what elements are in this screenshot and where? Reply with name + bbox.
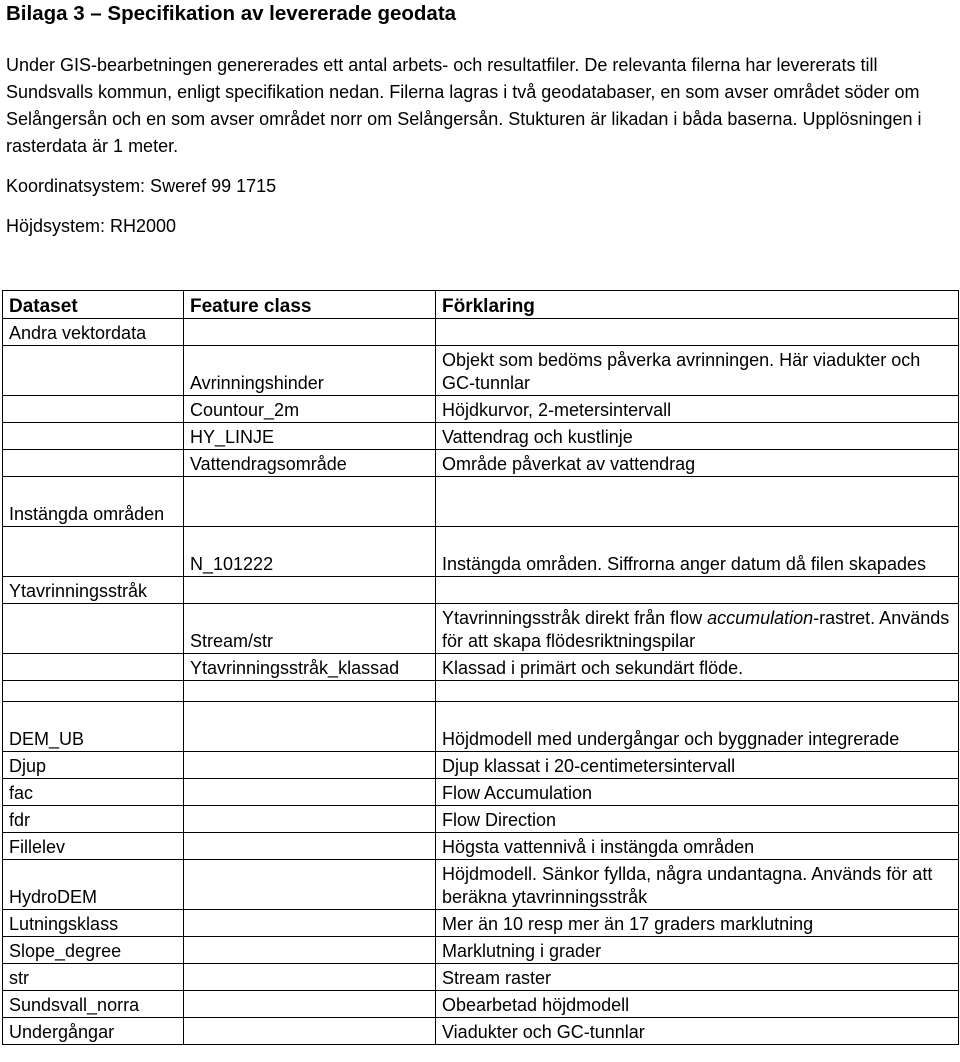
cell-feature-class xyxy=(184,477,436,527)
cell-explanation: Vattendrag och kustlinje xyxy=(436,423,959,450)
cell-explanation: Område påverkat av vattendrag xyxy=(436,450,959,477)
cell-explanation: Höjdmodell med undergångar och byggnader integrerade xyxy=(436,702,959,752)
cell-feature-class xyxy=(184,937,436,964)
cell-explanation: Instängda områden. Siffrorna anger datum då filen skapades xyxy=(436,527,959,577)
cell-dataset: Instängda områden xyxy=(3,477,184,527)
cell-feature-class: Vattendragsområde xyxy=(184,450,436,477)
cell-explanation: Höjdmodell. Sänkor fyllda, några undantagna. Används för att beräkna ytavrinningsstråk xyxy=(436,860,959,910)
table-row xyxy=(3,319,959,346)
cell-feature-class: Stream/str xyxy=(184,604,436,654)
cell-explanation: Klassad i primärt och sekundärt flöde. xyxy=(436,654,959,681)
cell-feature-class: Countour_2m xyxy=(184,396,436,423)
cell-feature-class xyxy=(184,1018,436,1045)
table-row xyxy=(3,477,959,527)
cell-dataset xyxy=(3,396,184,423)
intro-paragraph: Under GIS-bearbetningen genererades ett antal arbets- och resultatfiler. De relevanta filerna har levererats till Sundsvalls kommun, enligt specifikation nedan. Filerna lagras i två geodatabaser, en som avser området söder om Selångersån och en som avser området norr om Selångersån. Stukturen är likadan i båda baserna. Upplösningen i rasterdata är 1 meter. xyxy=(6,55,922,156)
cell-feature-class xyxy=(184,991,436,1018)
cell-explanation xyxy=(436,319,959,346)
table-row xyxy=(3,752,959,779)
cell-feature-class xyxy=(184,702,436,752)
cell-feature-class xyxy=(184,319,436,346)
cell-explanation: Mer än 10 resp mer än 17 graders marklutning xyxy=(436,910,959,937)
table-row xyxy=(3,681,959,702)
cell-explanation: Flow Direction xyxy=(436,806,959,833)
table-row xyxy=(3,806,959,833)
cell-feature-class xyxy=(184,577,436,604)
table-row xyxy=(3,450,959,477)
cell-dataset: Lutningsklass xyxy=(3,910,184,937)
cell-explanation: Stream raster xyxy=(436,964,959,991)
cell-explanation: Marklutning i grader xyxy=(436,937,959,964)
cell-explanation: Viadukter och GC-tunnlar xyxy=(436,1018,959,1045)
cell-dataset: Ytavrinningsstråk xyxy=(3,577,184,604)
table-row xyxy=(3,964,959,991)
cell-explanation: Höjdkurvor, 2-metersintervall xyxy=(436,396,959,423)
cell-feature-class: Avrinningshinder xyxy=(184,346,436,396)
cell-explanation: Djup klassat i 20-centimetersintervall xyxy=(436,752,959,779)
cell-explanation: Objekt som bedöms påverka avrinningen. Här viadukter och GC-tunnlar xyxy=(436,346,959,396)
cell-explanation: Högsta vattennivå i instängda områden xyxy=(436,833,959,860)
table-row xyxy=(3,833,959,860)
height-system-text: Höjdsystem: RH2000 xyxy=(6,216,177,236)
cell-feature-class: N_101222 xyxy=(184,527,436,577)
specification-table xyxy=(2,290,959,1045)
cell-feature-class: Ytavrinningsstråk_klassad xyxy=(184,654,436,681)
explanation-text: -rastret. Används för att skapa flödesriktningspilar xyxy=(442,608,950,651)
table-row xyxy=(3,604,959,654)
cell-dataset: str xyxy=(3,964,184,991)
cell-dataset: Fillelev xyxy=(3,833,184,860)
cell-dataset: Slope_degree xyxy=(3,937,184,964)
table-row xyxy=(3,346,959,396)
cell-feature-class xyxy=(184,964,436,991)
table-row xyxy=(3,779,959,806)
cell-dataset xyxy=(3,681,184,702)
table-row xyxy=(3,937,959,964)
cell-feature-class xyxy=(184,681,436,702)
cell-dataset: Djup xyxy=(3,752,184,779)
explanation-emphasis: accumulation xyxy=(707,608,814,628)
cell-feature-class xyxy=(184,779,436,806)
cell-feature-class xyxy=(184,910,436,937)
cell-dataset xyxy=(3,346,184,396)
table-row xyxy=(3,396,959,423)
table-row xyxy=(3,527,959,577)
cell-dataset: Undergångar xyxy=(3,1018,184,1045)
table-row xyxy=(3,654,959,681)
cell-feature-class xyxy=(184,833,436,860)
cell-dataset xyxy=(3,450,184,477)
cell-feature-class xyxy=(184,860,436,910)
cell-feature-class xyxy=(184,752,436,779)
cell-dataset: HydroDEM xyxy=(3,860,184,910)
document-title: Bilaga 3 – Specifikation av levererade geodata xyxy=(6,2,457,25)
cell-explanation xyxy=(436,577,959,604)
explanation-text: Ytavrinningsstråk direkt från flow xyxy=(442,608,708,628)
cell-dataset: fdr xyxy=(3,806,184,833)
cell-explanation: Obearbetad höjdmodell xyxy=(436,991,959,1018)
table-row xyxy=(3,1018,959,1045)
cell-dataset: fac xyxy=(3,779,184,806)
cell-dataset xyxy=(3,604,184,654)
cell-explanation xyxy=(436,681,959,702)
cell-explanation xyxy=(436,477,959,527)
table-row xyxy=(3,702,959,752)
cell-feature-class: HY_LINJE xyxy=(184,423,436,450)
cell-dataset: DEM_UB xyxy=(3,702,184,752)
cell-dataset: Sundsvall_norra xyxy=(3,991,184,1018)
header-dataset: Dataset xyxy=(3,291,184,319)
table-row xyxy=(3,860,959,910)
table-row xyxy=(3,910,959,937)
cell-dataset: Andra vektordata xyxy=(3,319,184,346)
coordinate-system-text: Koordinatsystem: Sweref 99 1715 xyxy=(6,176,277,196)
cell-dataset xyxy=(3,423,184,450)
cell-dataset xyxy=(3,654,184,681)
header-explanation: Förklaring xyxy=(436,291,959,319)
table-row xyxy=(3,577,959,604)
table-header-row xyxy=(3,291,959,319)
table-row xyxy=(3,991,959,1018)
table-row xyxy=(3,423,959,450)
cell-explanation: Flow Accumulation xyxy=(436,779,959,806)
cell-explanation xyxy=(436,604,959,654)
cell-feature-class xyxy=(184,806,436,833)
header-feature-class: Feature class xyxy=(184,291,436,319)
cell-dataset xyxy=(3,527,184,577)
